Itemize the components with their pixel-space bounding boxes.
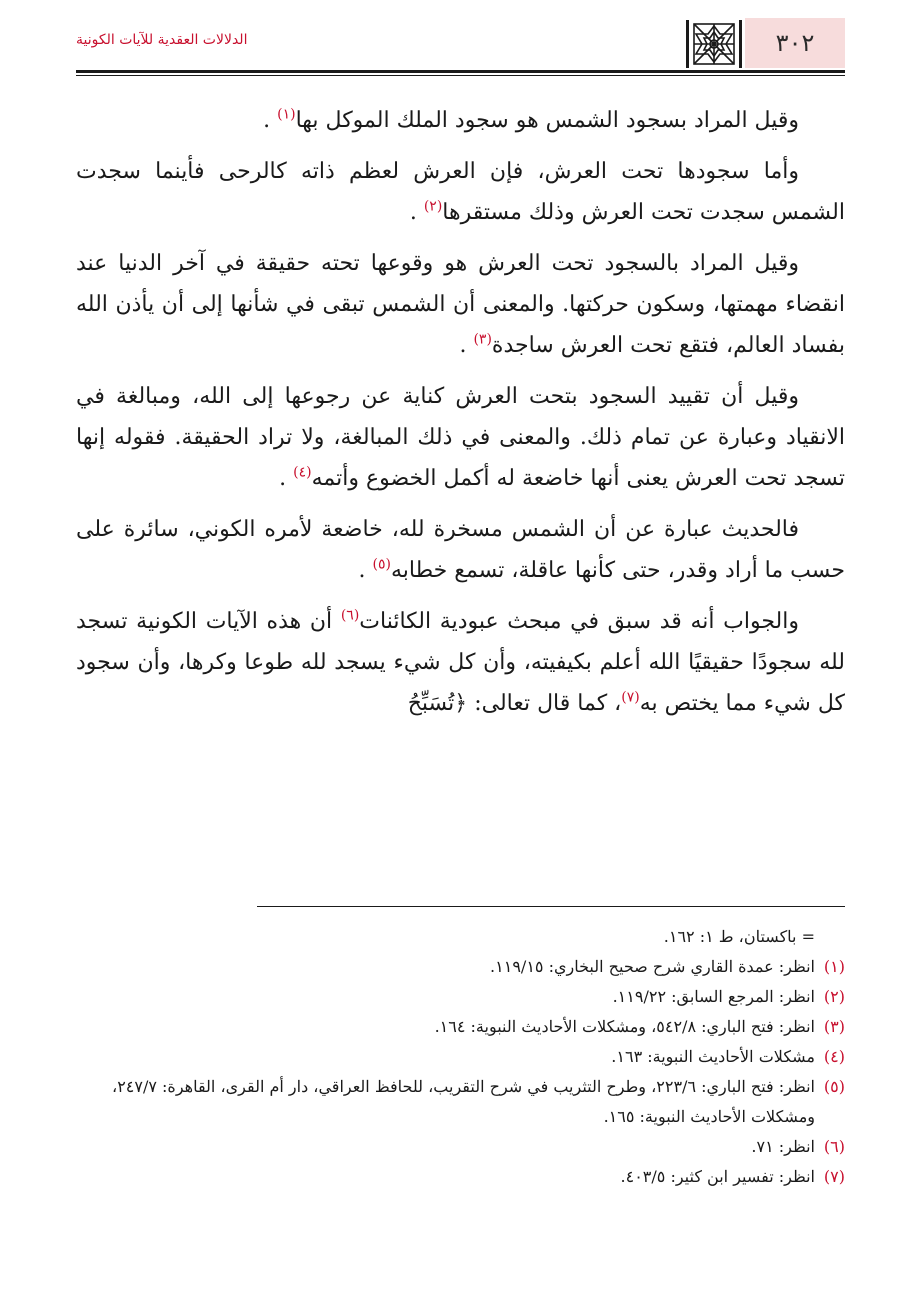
paragraph-tail: ، كما قال تعالى: ﴿تُسَبِّحُ [407, 691, 622, 716]
footnote-text: مشكلات الأحاديث النبوية: ١٦٣. [611, 1047, 815, 1066]
footnote-ref[interactable]: (٤) [293, 464, 312, 481]
body-text [76, 100, 845, 734]
footnote-continuation: = باكستان، ط ١: ١٦٢. [663, 927, 815, 946]
header-rule-thin [76, 75, 845, 76]
footnote-ref[interactable]: (٧) [621, 689, 640, 706]
footnote-item [76, 1042, 845, 1072]
footnote-ref[interactable]: (٥) [372, 556, 391, 573]
footnote-number: (٣) [823, 1017, 845, 1036]
footnote-number: (٧) [823, 1167, 845, 1186]
footnote-item [76, 1132, 845, 1162]
footnote-item [76, 1012, 845, 1042]
running-title: الدلالات العقدية للآيات الكونية [76, 32, 248, 48]
footnote-text: انظر: تفسير ابن كثير: ٤٠٣/٥. [620, 1167, 815, 1186]
paragraph-tail: . [263, 108, 278, 133]
paragraph-tail: أن هذه الآيات الكونية تسجد لله سجودًا حقيقيًا الله أعلم بكيفيته، وأن كل شيء يسجد لله طوعا وكرها، وأن سجود كل شيء مما يختص به [76, 609, 845, 716]
footnote-ref[interactable]: (٦) [340, 607, 360, 624]
paragraph [76, 243, 845, 366]
paragraph-text: والجواب أنه قد سبق في مبحث عبودية الكائنات [359, 609, 799, 634]
paragraph [76, 100, 845, 141]
footnote-item [76, 1072, 845, 1132]
footnote-ref[interactable]: (١) [277, 106, 296, 123]
paragraph-text: وقيل أن تقييد السجود بتحت العرش كناية عن رجوعها إلى الله، ومبالغة في الانقياد وعبارة عن تمام ذلك. والمعنى في ذلك المبالغة، ولا تراد الحقيقة. فقوله إنها تسجد تحت العرش يعنى أنها خاضعة له أكمل الخضوع وأتمه [76, 384, 845, 491]
paragraph [76, 601, 845, 724]
paragraph-text: وقيل المراد بالسجود تحت العرش هو وقوعها تحته حقيقة في آخر الدنيا عند انقضاء مهمتها، وسكون حركتها. والمعنى أن الشمس تبقى في شأنها إلى أن يأذن الله بفساد العالم، فتقع تحت العرش ساجدة [76, 251, 845, 358]
footnote-separator [257, 906, 845, 907]
paragraph [76, 376, 845, 499]
footnote-item [76, 1162, 845, 1192]
paragraph-tail: . [358, 558, 373, 583]
islamic-geometric-ornament-icon [686, 20, 742, 68]
paragraph [76, 509, 845, 591]
footnote-number: (٢) [823, 987, 845, 1006]
footnote-number: (٦) [823, 1137, 845, 1156]
page-number: ٣٠٢ [745, 18, 845, 68]
footnote-ref[interactable]: (٢) [423, 198, 443, 215]
paragraph-tail: . [279, 466, 294, 491]
footnote-item [76, 982, 845, 1012]
footnote-ref[interactable]: (٣) [473, 331, 492, 348]
header-rule-thick [76, 70, 845, 73]
footnotes [76, 922, 845, 1192]
footnote-text: انظر: فتح الباري: ٥٤٢/٨، ومشكلات الأحاديث النبوية: ١٦٤. [434, 1017, 815, 1036]
footnote-text: انظر: ٧١. [751, 1137, 815, 1156]
footnote-number: (٤) [823, 1047, 845, 1066]
paragraph-text: فالحديث عبارة عن أن الشمس مسخرة لله، خاضعة لأمره الكوني، سائرة على حسب ما أراد وقدر، حتى كأنها عاقلة، تسمع خطابه [76, 517, 845, 583]
footnote-text: انظر: المرجع السابق: ١١٩/٢٢. [612, 987, 815, 1006]
paragraph-tail: . [409, 200, 424, 225]
paragraph-text: وقيل المراد بسجود الشمس هو سجود الملك الموكل بها [295, 108, 799, 133]
footnote-number: (٥) [823, 1077, 845, 1096]
paragraph-text: وأما سجودها تحت العرش، فإن العرش لعظم ذاته كالرحى فأينما سجدت الشمس سجدت تحت العرش وذلك مستقرها [76, 159, 845, 225]
footnote-text: انظر: فتح الباري: ٢٢٣/٦، وطرح التثريب في شرح التقريب، للحافظ العراقي، دار أم القرى، القاهرة: ٢٤٧/٧، ومشكلات الأحاديث النبوية: ١٦٥. [112, 1077, 815, 1126]
footnote-text: انظر: عمدة القاري شرح صحيح البخاري: ١١٩/١٥. [490, 957, 815, 976]
paragraph [76, 151, 845, 233]
page-header [76, 18, 845, 72]
footnote-number: (١) [823, 957, 845, 976]
paragraph-tail: . [459, 333, 474, 358]
footnote-item [76, 952, 845, 982]
